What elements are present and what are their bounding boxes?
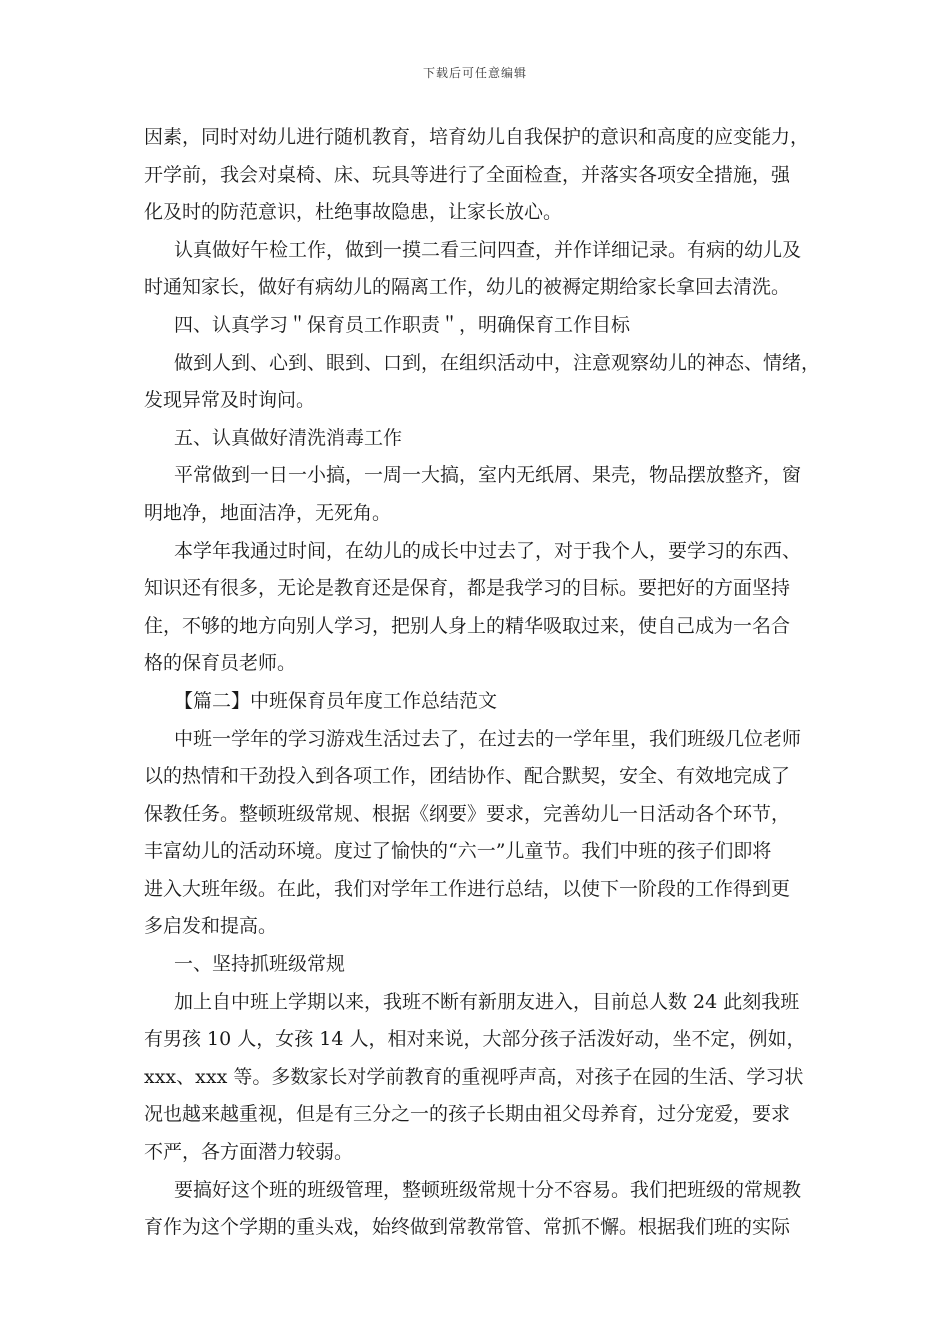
text-line: 格的保育员老师。 xyxy=(144,652,297,675)
text-line: 况也越来越重视，但是有三分之一的孩子长期由祖父母养育，过分宠爱，要求 xyxy=(144,1103,791,1126)
text-line: 有男孩 10 人，女孩 14 人，相对来说，大部分孩子活泼好动，坐不定，例如， xyxy=(144,1028,806,1051)
text-line: 平常做到一日一小搞，一周一大搞，室内无纸屑、果壳，物品摆放整齐，窗 xyxy=(174,464,802,487)
section-heading: 四、认真学习＂保育员工作职责＂，明确保育工作目标 xyxy=(174,313,631,336)
text-line: 丰富幼儿的活动环境。度过了愉快的“六一”儿童节。我们中班的孩子们即将 xyxy=(144,840,772,863)
section-heading: 一、坚持抓班级常规 xyxy=(174,953,346,976)
text-line: 进入大班年级。在此，我们对学年工作进行总结，以使下一阶段的工作得到更 xyxy=(144,877,791,900)
text-line: 化及时的防范意识，杜绝事故隐患，让家长放心。 xyxy=(144,201,563,224)
text-line: 加上自中班上学期以来，我班不断有新朋友进入，目前总人数 24 此刻我班 xyxy=(174,990,800,1013)
text-line: 以的热情和干劲投入到各项工作，团结协作、配合默契，安全、有效地完成了 xyxy=(144,765,791,788)
text-line: 多启发和提高。 xyxy=(144,915,278,938)
text-line: 明地净，地面洁净，无死角。 xyxy=(144,501,392,524)
text-line: 因素，同时对幼儿进行随机教育，培育幼儿自我保护的意识和高度的应变能力， xyxy=(144,126,810,148)
text-line: 不严，各方面潜力较弱。 xyxy=(144,1141,354,1164)
document-body xyxy=(144,119,821,1247)
text-line: 做到人到、心到、眼到、口到，在组织活动中，注意观察幼儿的神态、情绪， xyxy=(174,351,821,374)
text-line: 中班一学年的学习游戏生活过去了，在过去的一学年里，我们班级几位老师 xyxy=(174,727,802,750)
text-line: 开学前，我会对桌椅、床、玩具等进行了全面检查，并落实各项安全措施，强 xyxy=(144,163,791,186)
section-heading: 五、认真做好清洗消毒工作 xyxy=(174,426,403,449)
page-header: 下载后可任意编辑 xyxy=(422,66,527,80)
text-line: 认真做好午检工作，做到一摸二看三问四查，并作详细记录。有病的幼儿及 xyxy=(174,238,802,261)
text-line: 保教任务。整顿班级常规、根据《纲要》要求，完善幼儿一日活动各个环节， xyxy=(144,802,791,825)
text-line: 要搞好这个班的班级管理，整顿班级常规十分不容易。我们把班级的常规教 xyxy=(174,1178,802,1201)
text-line: 住，不够的地方向别人学习，把别人身上的精华吸取过来，使自己成为一名合 xyxy=(144,614,791,637)
text-line: 知识还有很多，无论是教育还是保育，都是我学习的目标。要把好的方面坚持 xyxy=(144,577,791,600)
text-line: 时通知家长，做好有病幼儿的隔离工作，幼儿的被褥定期给家长拿回去清洗。 xyxy=(144,276,791,299)
text-line: 本学年我通过时间，在幼儿的成长中过去了，对于我个人，要学习的东西、 xyxy=(174,539,802,562)
text-line: xxx、xxx 等。多数家长对学前教育的重视呼声高，对孩子在园的生活、学习状 xyxy=(144,1065,804,1088)
article-title: 【篇二】中班保育员年度工作总结范文 xyxy=(174,689,498,712)
text-line: 发现异常及时询问。 xyxy=(144,389,316,412)
text-line: 育作为这个学期的重头戏，始终做到常教常管、常抓不懈。根据我们班的实际 xyxy=(144,1216,791,1239)
